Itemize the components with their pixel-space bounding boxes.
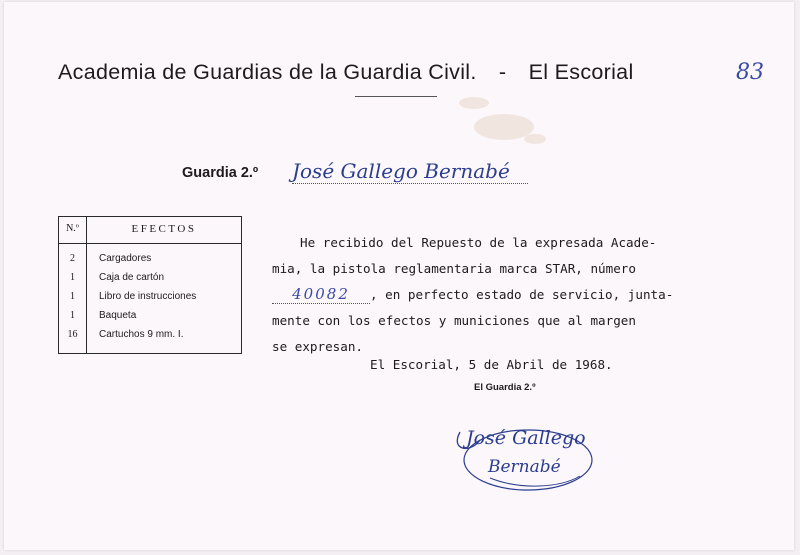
receipt-body <box>272 230 752 360</box>
header-place: El Escorial <box>528 60 634 84</box>
paper-stain <box>459 97 489 109</box>
recipient-dotted-line <box>292 183 528 184</box>
col-items-header: EFECTOS <box>131 223 197 235</box>
body-line-3-text: , en perfecto estado de servicio, junta- <box>370 287 674 302</box>
row-item: Caja de cartón <box>99 272 165 283</box>
row-item: Cartuchos 9 mm. I. <box>99 329 184 340</box>
body-line-2: mia, la pistola reglamentaria marca STAR, número <box>272 261 636 276</box>
body-line-1 <box>272 230 752 256</box>
signature-line-1: José Gallego <box>466 427 586 449</box>
table-row <box>59 291 241 308</box>
row-item: Libro de instrucciones <box>99 291 197 302</box>
row-item: Cargadores <box>99 253 152 264</box>
table-row <box>59 310 241 327</box>
row-qty: 1 <box>70 272 75 283</box>
row-qty: 2 <box>70 253 75 264</box>
row-qty: 1 <box>70 310 75 321</box>
signature-line-2: Bernabé <box>488 457 561 477</box>
table-row <box>59 329 241 346</box>
body-line-1-text: He recibido del Repuesto de la expresada Acade- <box>300 235 657 250</box>
handwritten-signature <box>440 410 600 500</box>
col-qty-header: N.º <box>66 223 79 234</box>
recipient-label: Guardia 2.º <box>182 165 259 181</box>
body-line-5: se expresan. <box>272 339 363 354</box>
recipient-handwritten-name: José Gallego Bernabé <box>292 159 510 183</box>
table-row <box>59 253 241 270</box>
place-date-line: El Escorial, 5 de Abril de 1968. <box>370 357 613 372</box>
signature-label: El Guardia 2.º <box>474 382 536 393</box>
table-row <box>59 272 241 289</box>
paper-stain <box>524 134 546 144</box>
row-item: Baqueta <box>99 310 137 321</box>
header-underline <box>355 96 437 97</box>
effects-table <box>58 216 242 354</box>
institution-name: Academia de Guardias de la Guardia Civil. <box>58 60 477 84</box>
body-line-3 <box>272 282 752 308</box>
handwritten-number: 83 <box>736 60 764 85</box>
row-qty: 1 <box>70 291 75 302</box>
handwritten-serial-number: 40082 <box>272 285 370 304</box>
header-separator: - <box>498 60 507 84</box>
body-line-4: mente con los efectos y municiones que al margen <box>272 313 636 328</box>
row-qty: 16 <box>67 329 78 340</box>
document-header <box>58 60 634 85</box>
